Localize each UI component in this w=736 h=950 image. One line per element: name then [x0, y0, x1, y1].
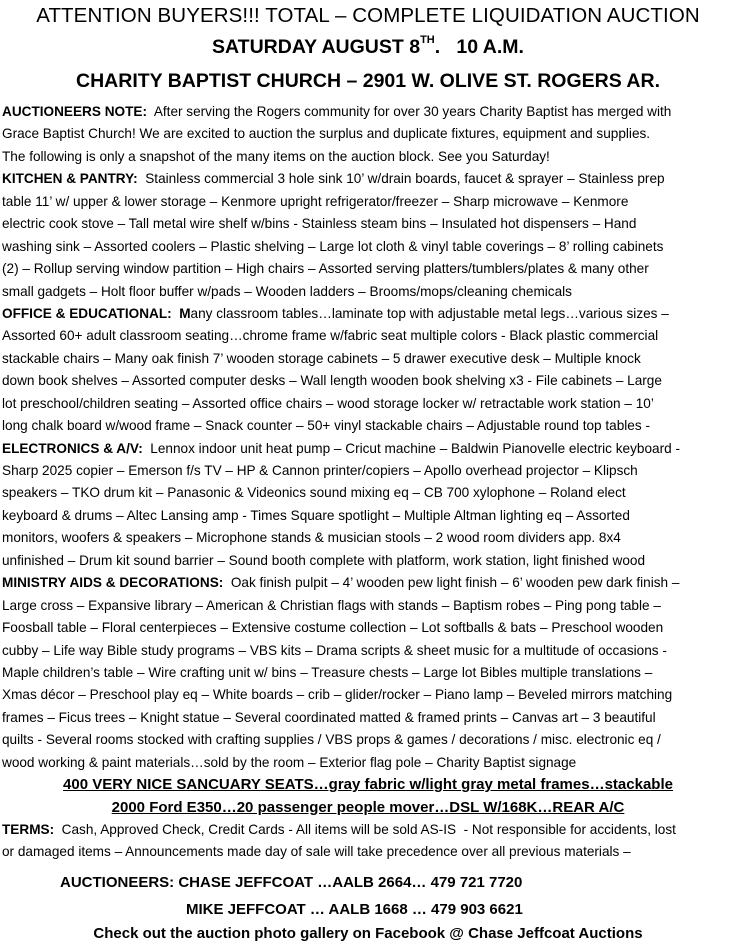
- kitchen-label: KITCHEN & PANTRY:: [2, 171, 138, 187]
- electronics-line: speakers – TKO drum kit – Panasonic & Videonics sound mixing eq – CB 700 xylophone – Roland elect: [2, 485, 626, 501]
- office-line: down book shelves – Assorted computer desks – Wall length wooden book shelving x3 - File cabinets – Large: [2, 373, 662, 389]
- ministry-line: cubby – Life way Bible study programs – VBS kits – Drama scripts & sheet music for a multitude of occasions -: [2, 642, 667, 658]
- ministry-line: Large cross – Expansive library – American & Christian flags with stands – Baptism robes – Ping pong table –: [2, 597, 661, 613]
- terms-line: or damaged items – Announcements made day of sale will take precedence over all previous materials –: [2, 844, 631, 860]
- electronics-line: unfinished – Drum kit sound barrier – Sound booth complete with platform, work station, light finished wood: [2, 552, 646, 568]
- auction-date-suffix: TH: [420, 34, 435, 46]
- ministry-line: Foosball table – Floral centerpieces – Extensive costume collection – Lot softballs & bats – Preschool wooden: [2, 620, 664, 636]
- terms-text: Cash, Approved Check, Credit Cards - All items will be sold AS-IS - Not responsible for accidents, lost: [54, 822, 676, 837]
- ford-van-highlight: 2000 Ford E350…20 passenger people mover…DSL W/168K…REAR A/C: [111, 798, 625, 816]
- ministry-label: MINISTRY AIDS & DECORATIONS:: [2, 575, 224, 591]
- note-text: After serving the Rogers community for over 30 years Charity Baptist has merged with: [147, 104, 672, 119]
- office-line: [2, 303, 734, 325]
- note-line: [2, 101, 734, 123]
- auction-date-main: SATURDAY AUGUST 8: [212, 36, 421, 58]
- sanctuary-seats-highlight: 400 VERY NICE SANCUARY SEATS…gray fabric w/light gray metal frames…stackable: [63, 776, 673, 794]
- kitchen-line: washing sink – Assorted coolers – Plastic shelving – Large lot cloth & vinyl table coverings – 8’ rolling cabinets: [2, 238, 664, 254]
- note-label: AUCTIONEERS NOTE:: [2, 104, 148, 119]
- kitchen-text: Stainless commercial 3 hole sink 10’ w/drain boards, faucet & sprayer – Stainless prep: [137, 171, 665, 187]
- auction-date: [0, 36, 736, 59]
- terms-line: [2, 819, 734, 841]
- electronics-line: monitors, woofers & speakers – Microphone stands & musician stools – 2 wood room dividers app. 8x4: [2, 530, 621, 546]
- kitchen-line: small gadgets – Holt floor buffer w/pads – Wooden ladders – Brooms/mops/cleaning chemicals: [2, 283, 572, 299]
- ministry-line: Xmas décor – Preschool play eq – White boards – crib – glider/rocker – Piano lamp – Beveled mirrors matching: [2, 687, 673, 703]
- kitchen-line: table 11’ w/ upper & lower storage – Kenmore upright refrigerator/freezer – Sharp microwave – Kenmore: [2, 193, 629, 209]
- electronics-line: [2, 438, 734, 460]
- auctioneer-chase: AUCTIONEERS: CHASE JEFFCOAT …AALB 2664… 479 721 7720: [60, 874, 523, 891]
- note-line: Grace Baptist Church! We are excited to auction the surplus and duplicate fixtures, equipment and supplies.: [2, 126, 651, 142]
- electronics-line: Sharp 2025 copier – Emerson f/s TV – HP & Cannon printer/copiers – Apollo overhead projector – Klipsch: [2, 463, 638, 478]
- headline: ATTENTION BUYERS!!! TOTAL – COMPLETE LIQUIDATION AUCTION: [36, 4, 700, 27]
- office-text: any classroom tables…laminate top with adjustable metal legs…various sizes –: [190, 305, 669, 321]
- ministry-line: Maple children’s table – Wire crafting unit w/ bins – Treasure chests – Large lot Bibles multiple translations –: [2, 664, 653, 680]
- kitchen-line: (2) – Rollup serving window partition – High chairs – Assorted serving platters/tumblers/plates & many other: [2, 261, 649, 277]
- flyer-body: [2, 101, 734, 864]
- ministry-text: Oak finish pulpit – 4’ wooden pew light finish – 6’ wooden pew dark finish –: [223, 575, 680, 591]
- terms-label: TERMS:: [2, 822, 55, 837]
- ministry-line: [2, 572, 734, 594]
- office-line: long chalk board w/wood frame – Snack counter – 50+ vinyl stackable chairs – Adjustable round top tables -: [2, 418, 650, 434]
- kitchen-line: [2, 168, 734, 190]
- ministry-line: quilts - Several rooms stocked with crafting supplies / VBS props & games / decorations / misc. electronic eq /: [2, 732, 661, 748]
- office-line: lot preschool/children seating – Assorted office chairs – wood storage locker w/ retractable work station – 10’: [2, 395, 654, 411]
- auction-time: . 10 A.M.: [434, 36, 524, 58]
- note-line: The following is only a snapshot of the many items on the auction block. See you Saturday!: [2, 148, 550, 164]
- office-label: OFFICE & EDUCATIONAL: M: [2, 305, 191, 321]
- electronics-label: ELECTRONICS & A/V:: [2, 440, 143, 456]
- auction-location: CHARITY BAPTIST CHURCH – 2901 W. OLIVE ST. ROGERS AR.: [75, 70, 660, 92]
- auctioneer-mike: MIKE JEFFCOAT … AALB 1668 … 479 903 6621: [186, 901, 523, 918]
- ministry-line: frames – Ficus trees – Knight statue – Several coordinated matted & framed prints – Canvas art – 3 beautiful: [2, 709, 656, 725]
- office-line: stackable chairs – Many oak finish 7’ wooden storage cabinets – 5 drawer executive desk – Multiple knock: [2, 350, 641, 366]
- kitchen-line: electric cook stove – Tall metal wire shelf w/bins - Stainless steam bins – Insulated hot dispensers – Hand: [2, 216, 637, 232]
- office-line: Assorted 60+ adult classroom seating…chrome frame w/fabric seat multiple colors - Black plastic commercial: [2, 328, 659, 344]
- facebook-gallery-note: Check out the auction photo gallery on Facebook @ Chase Jeffcoat Auctions: [93, 925, 643, 942]
- ministry-line: wood working & paint materials…sold by the room – Exterior flag pole – Charity Baptist signage: [2, 754, 577, 770]
- electronics-text: Lennox indoor unit heat pump – Cricut machine – Baldwin Pianovelle electric keyboard -: [142, 440, 680, 456]
- electronics-line: keyboard & drums – Altec Lansing amp - Times Square spotlight – Multiple Altman lighting eq – Assorted: [2, 507, 630, 523]
